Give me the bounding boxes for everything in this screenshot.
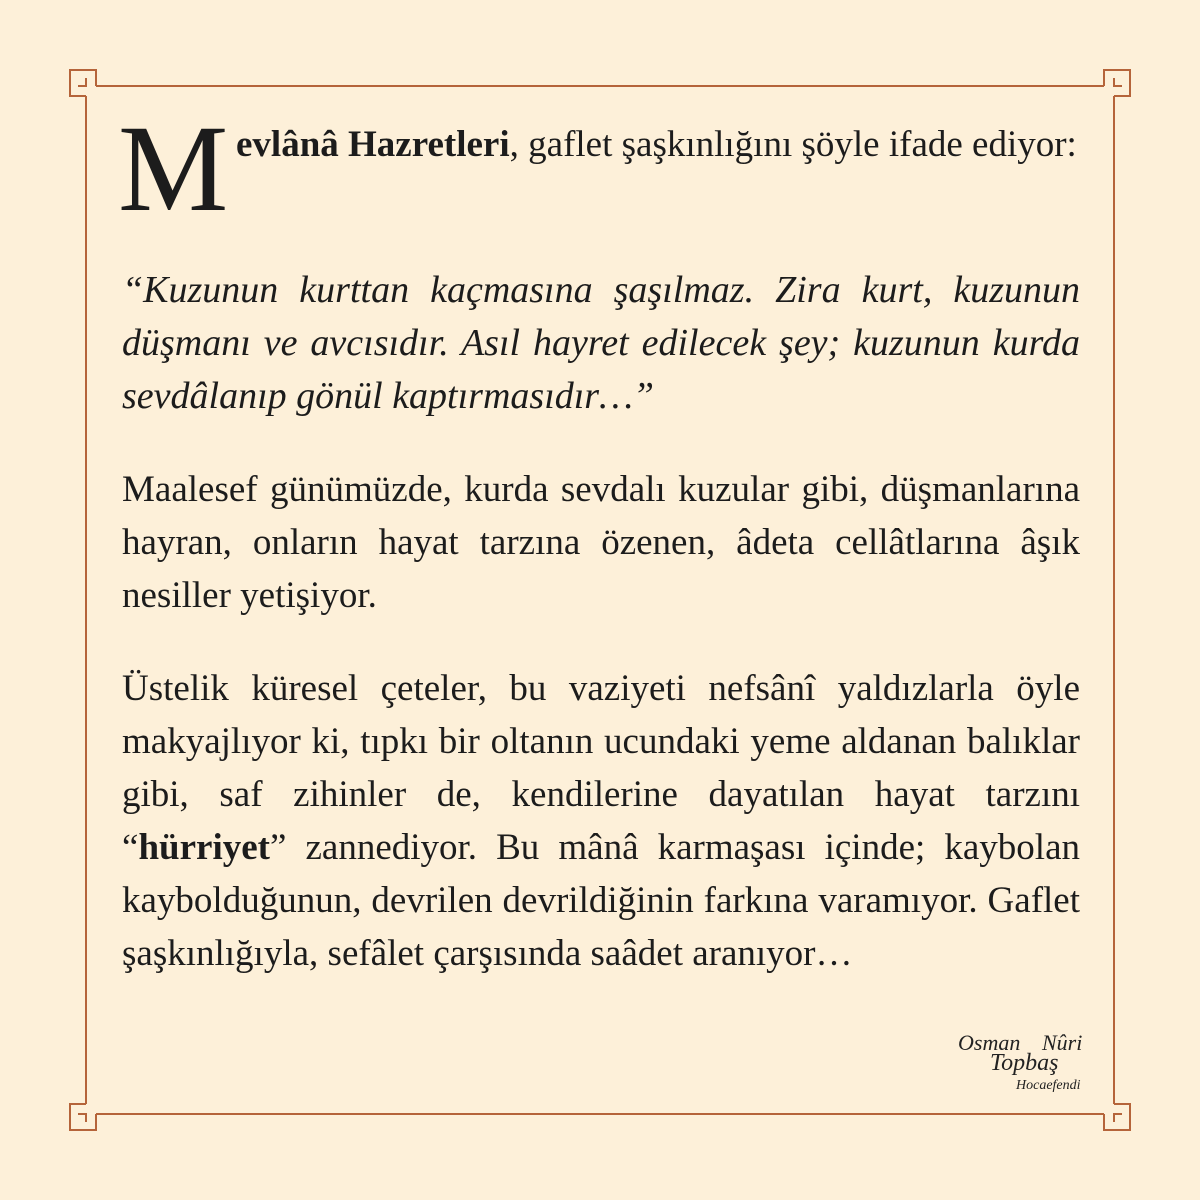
- paragraph-3: [122, 662, 1080, 980]
- opening-bold-lead: evlânâ Hazretleri: [236, 124, 510, 165]
- opening-text: [236, 118, 1080, 171]
- paragraph-3-bold: hürriyet: [138, 827, 270, 868]
- signature-first: Osman: [958, 1030, 1021, 1055]
- signature-middle: Nûri: [1042, 1030, 1083, 1055]
- article-body: [118, 100, 1080, 1020]
- drop-cap: M: [118, 100, 229, 237]
- quote-paragraph: “Kuzunun kurttan kaçmasına şaşılmaz. Zira kurt, kuzunun düşmanı ve avcısıdır. Asıl hayret edilecek şey; kuzunun kurda sevdâlanıp gönül kaptırmasıdır…”: [122, 269, 1080, 417]
- signature-last: Topbaş: [990, 1050, 1059, 1076]
- signature-title: Hocaefendi: [1016, 1078, 1081, 1093]
- author-signature: [946, 1030, 1096, 1110]
- paragraph-3-before: Üstelik küresel çeteler, bu vaziyeti nefsânî yaldızlarla öyle makyajlıyor ki, tıpkı bir oltanın ucundaki yeme aldanan balıklar gibi, saf zihinler de, kendilerine dayatılan hayat tarzını “: [122, 668, 1080, 868]
- opening-paragraph: [118, 100, 1080, 237]
- opening-rest: , gaflet şaşkınlığını şöyle ifade ediyor:: [509, 124, 1077, 165]
- paragraph-3-after: ” zannediyor. Bu mânâ karmaşası içinde; kaybolan kaybolduğunun, devrilen devrildiğinin farkına varamıyor. Gaflet şaşkınlığıyla, sefâlet çarşısında saâdet aranıyor…: [122, 827, 1080, 974]
- paragraph-2: Maalesef günümüzde, kurda sevdalı kuzular gibi, düşmanlarına hayran, onların hayat tarzına özenen, âdeta cellâtlarına âşık nesiller yetişiyor.: [122, 469, 1080, 616]
